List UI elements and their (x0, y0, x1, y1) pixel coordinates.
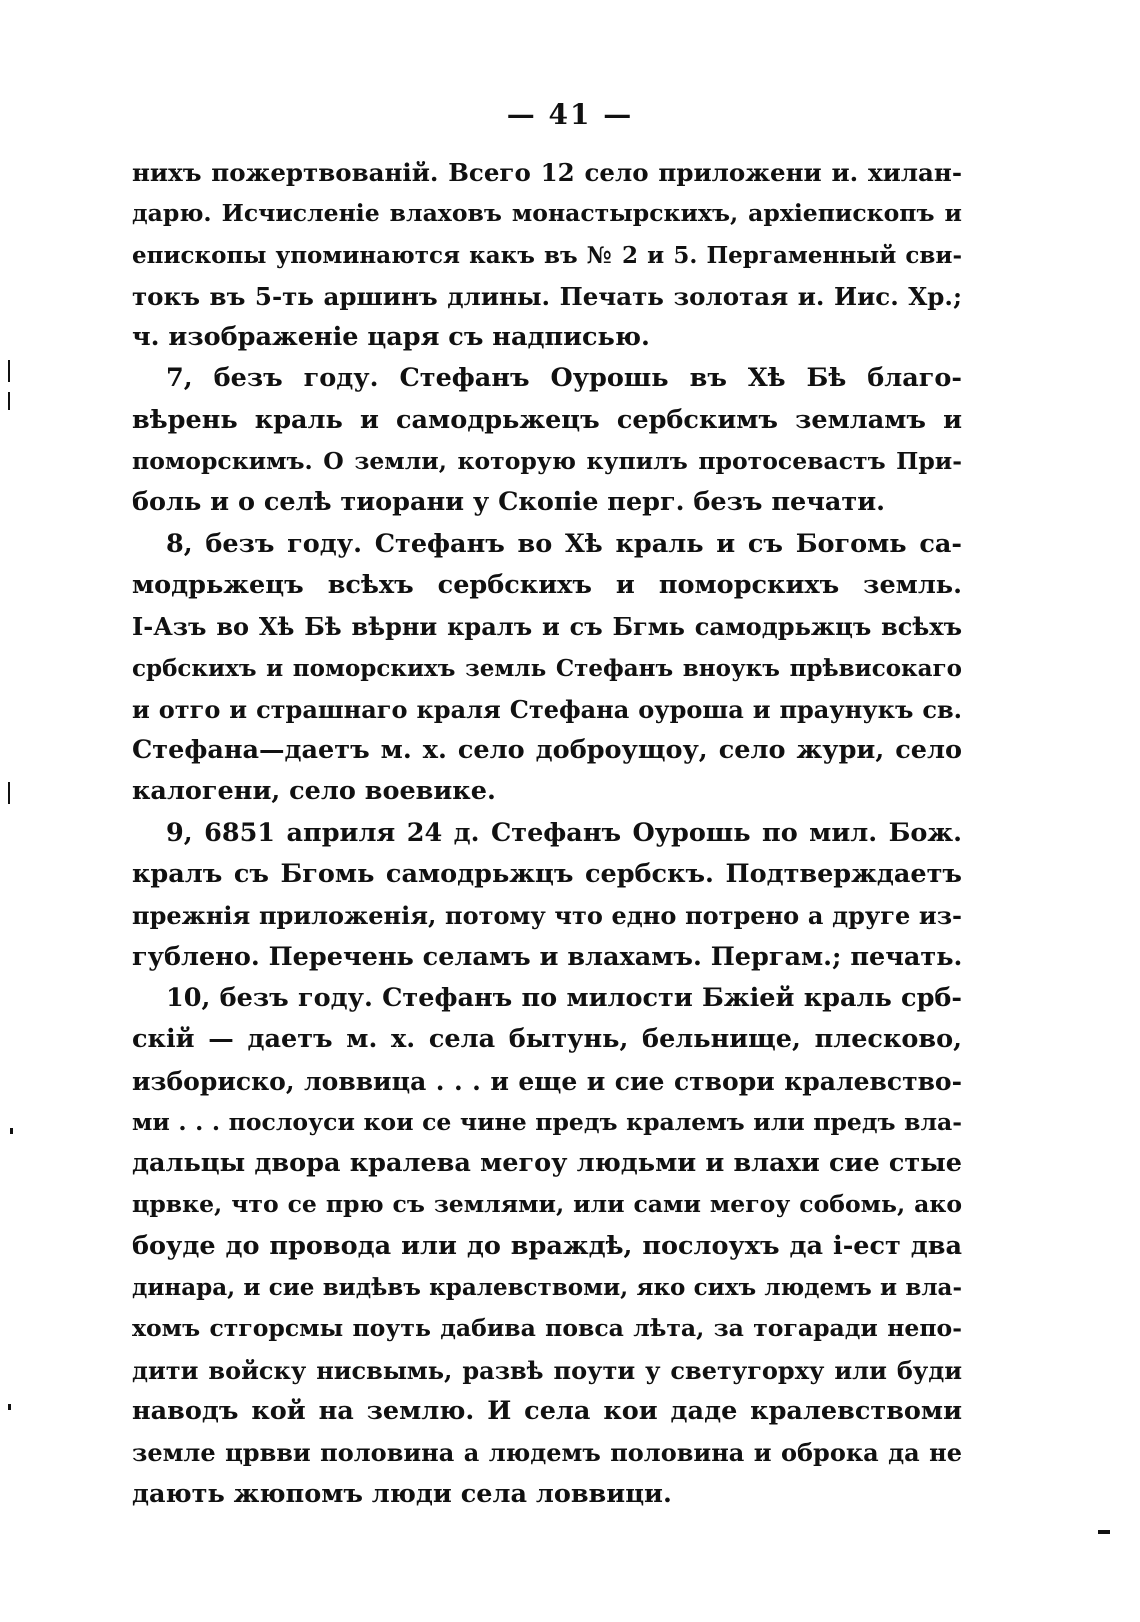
text-line: модрьжецъ всѣхъ сербскихъ и поморскихъ земль. (132, 569, 962, 600)
text-line: дити войску нисвымь, развѣ поути у светугорху или буди (132, 1355, 962, 1385)
scan-margin-mark (8, 1404, 11, 1410)
text-line: ми . . . послоуси кои се чине предъ кралемъ или предъ вла- (132, 1107, 962, 1136)
text-line: гублено. Перечень селамъ и влахамъ. Пергам.; печать. (132, 941, 962, 972)
text-line: 9, 6851 априля 24 д. Стефанъ Оурошь по мил. Бож. (166, 817, 962, 848)
text-line: дають жюпомъ люди села ловвици. (132, 1478, 672, 1509)
text-line: калогени, село воевике. (132, 776, 496, 807)
text-line: нихъ пожертвованій. Всего 12 село приложени и. хилан- (132, 158, 962, 187)
text-line: наводъ кой на землю. И села кои даде кралевствоми (132, 1395, 962, 1426)
text-line: хомъ стгорсмы поуть дабива повса лѣта, за тогаради непо- (132, 1314, 962, 1343)
text-line: кралъ съ Бгомь самодрьжцъ сербскъ. Подтверждаетъ (132, 859, 962, 890)
text-line: 10, безъ году. Стефанъ по милости Бжіей краль срб- (166, 982, 962, 1013)
page-number: — 41 — (506, 98, 634, 131)
text-line: и отго и страшнаго краля Стефана оуроша и праунукъ св. (132, 694, 962, 724)
text-line: боуде до провода или до враждѣ, послоухъ да і-ест два (132, 1230, 962, 1261)
text-line: токъ въ 5-ть аршинъ длины. Печать золотая и. Иис. Хр.; (132, 281, 962, 311)
text-line: црвке, что се прю съ землями, или сами мегоу собомь, ако (132, 1190, 962, 1219)
text-line: прежнія приложенія, потому что едно потрено а друге из- (132, 901, 962, 931)
text-line: вѣрень краль и самодрьжецъ сербскимъ земламъ и (132, 404, 962, 435)
text-line: дальцы двора кралева мегоу людьми и влахи сие стые (132, 1148, 962, 1179)
scan-margin-mark (8, 782, 10, 804)
text-line: Стефана—даетъ м. х. село доброущоу, село жури, село (132, 735, 962, 766)
text-line: епископы упоминаются какъ въ № 2 и 5. Пергаменный сви- (132, 241, 962, 269)
scan-margin-mark (10, 1128, 13, 1134)
text-line: динара, и сие видѣвъ кралевствоми, яко сихъ людемъ и вла- (132, 1274, 962, 1302)
text-line: земле црвви половина а людемъ половина и оброка да не (132, 1438, 962, 1468)
scan-margin-mark (1098, 1530, 1110, 1534)
text-line: ч. изображеніе царя съ надписью. (132, 322, 650, 353)
text-line: дарю. Исчисленіе влаховъ монастырскихъ, архіепископъ и (132, 199, 962, 228)
text-line: І-Азъ во Хѣ Бѣ вѣрни кралъ и съ Бгмь самодрьжцъ всѣхъ (132, 612, 962, 642)
text-line: скій — даетъ м. х. села бытунь, бельнище, плесково, (132, 1024, 962, 1055)
scan-margin-mark (8, 392, 10, 410)
text-line: поморскимъ. О земли, которую купилъ протосевастъ При- (132, 447, 962, 476)
scan-margin-mark (8, 360, 10, 382)
body-text (132, 152, 962, 1515)
text-line: србскихъ и поморскихъ земль Стефанъ вноукъ прѣвисокаго (132, 654, 962, 682)
text-line: 8, безъ году. Стефанъ во Хѣ краль и съ Богомь са- (166, 528, 962, 559)
text-line: избориско, ловвица . . . и еще и сие створи кралевство- (132, 1066, 962, 1096)
text-line: боль и о селѣ тиорани у Скопіе перг. безъ печати. (132, 487, 886, 518)
text-line: 7, безъ году. Стефанъ Оурошь въ Хѣ Бѣ благо- (166, 363, 962, 394)
